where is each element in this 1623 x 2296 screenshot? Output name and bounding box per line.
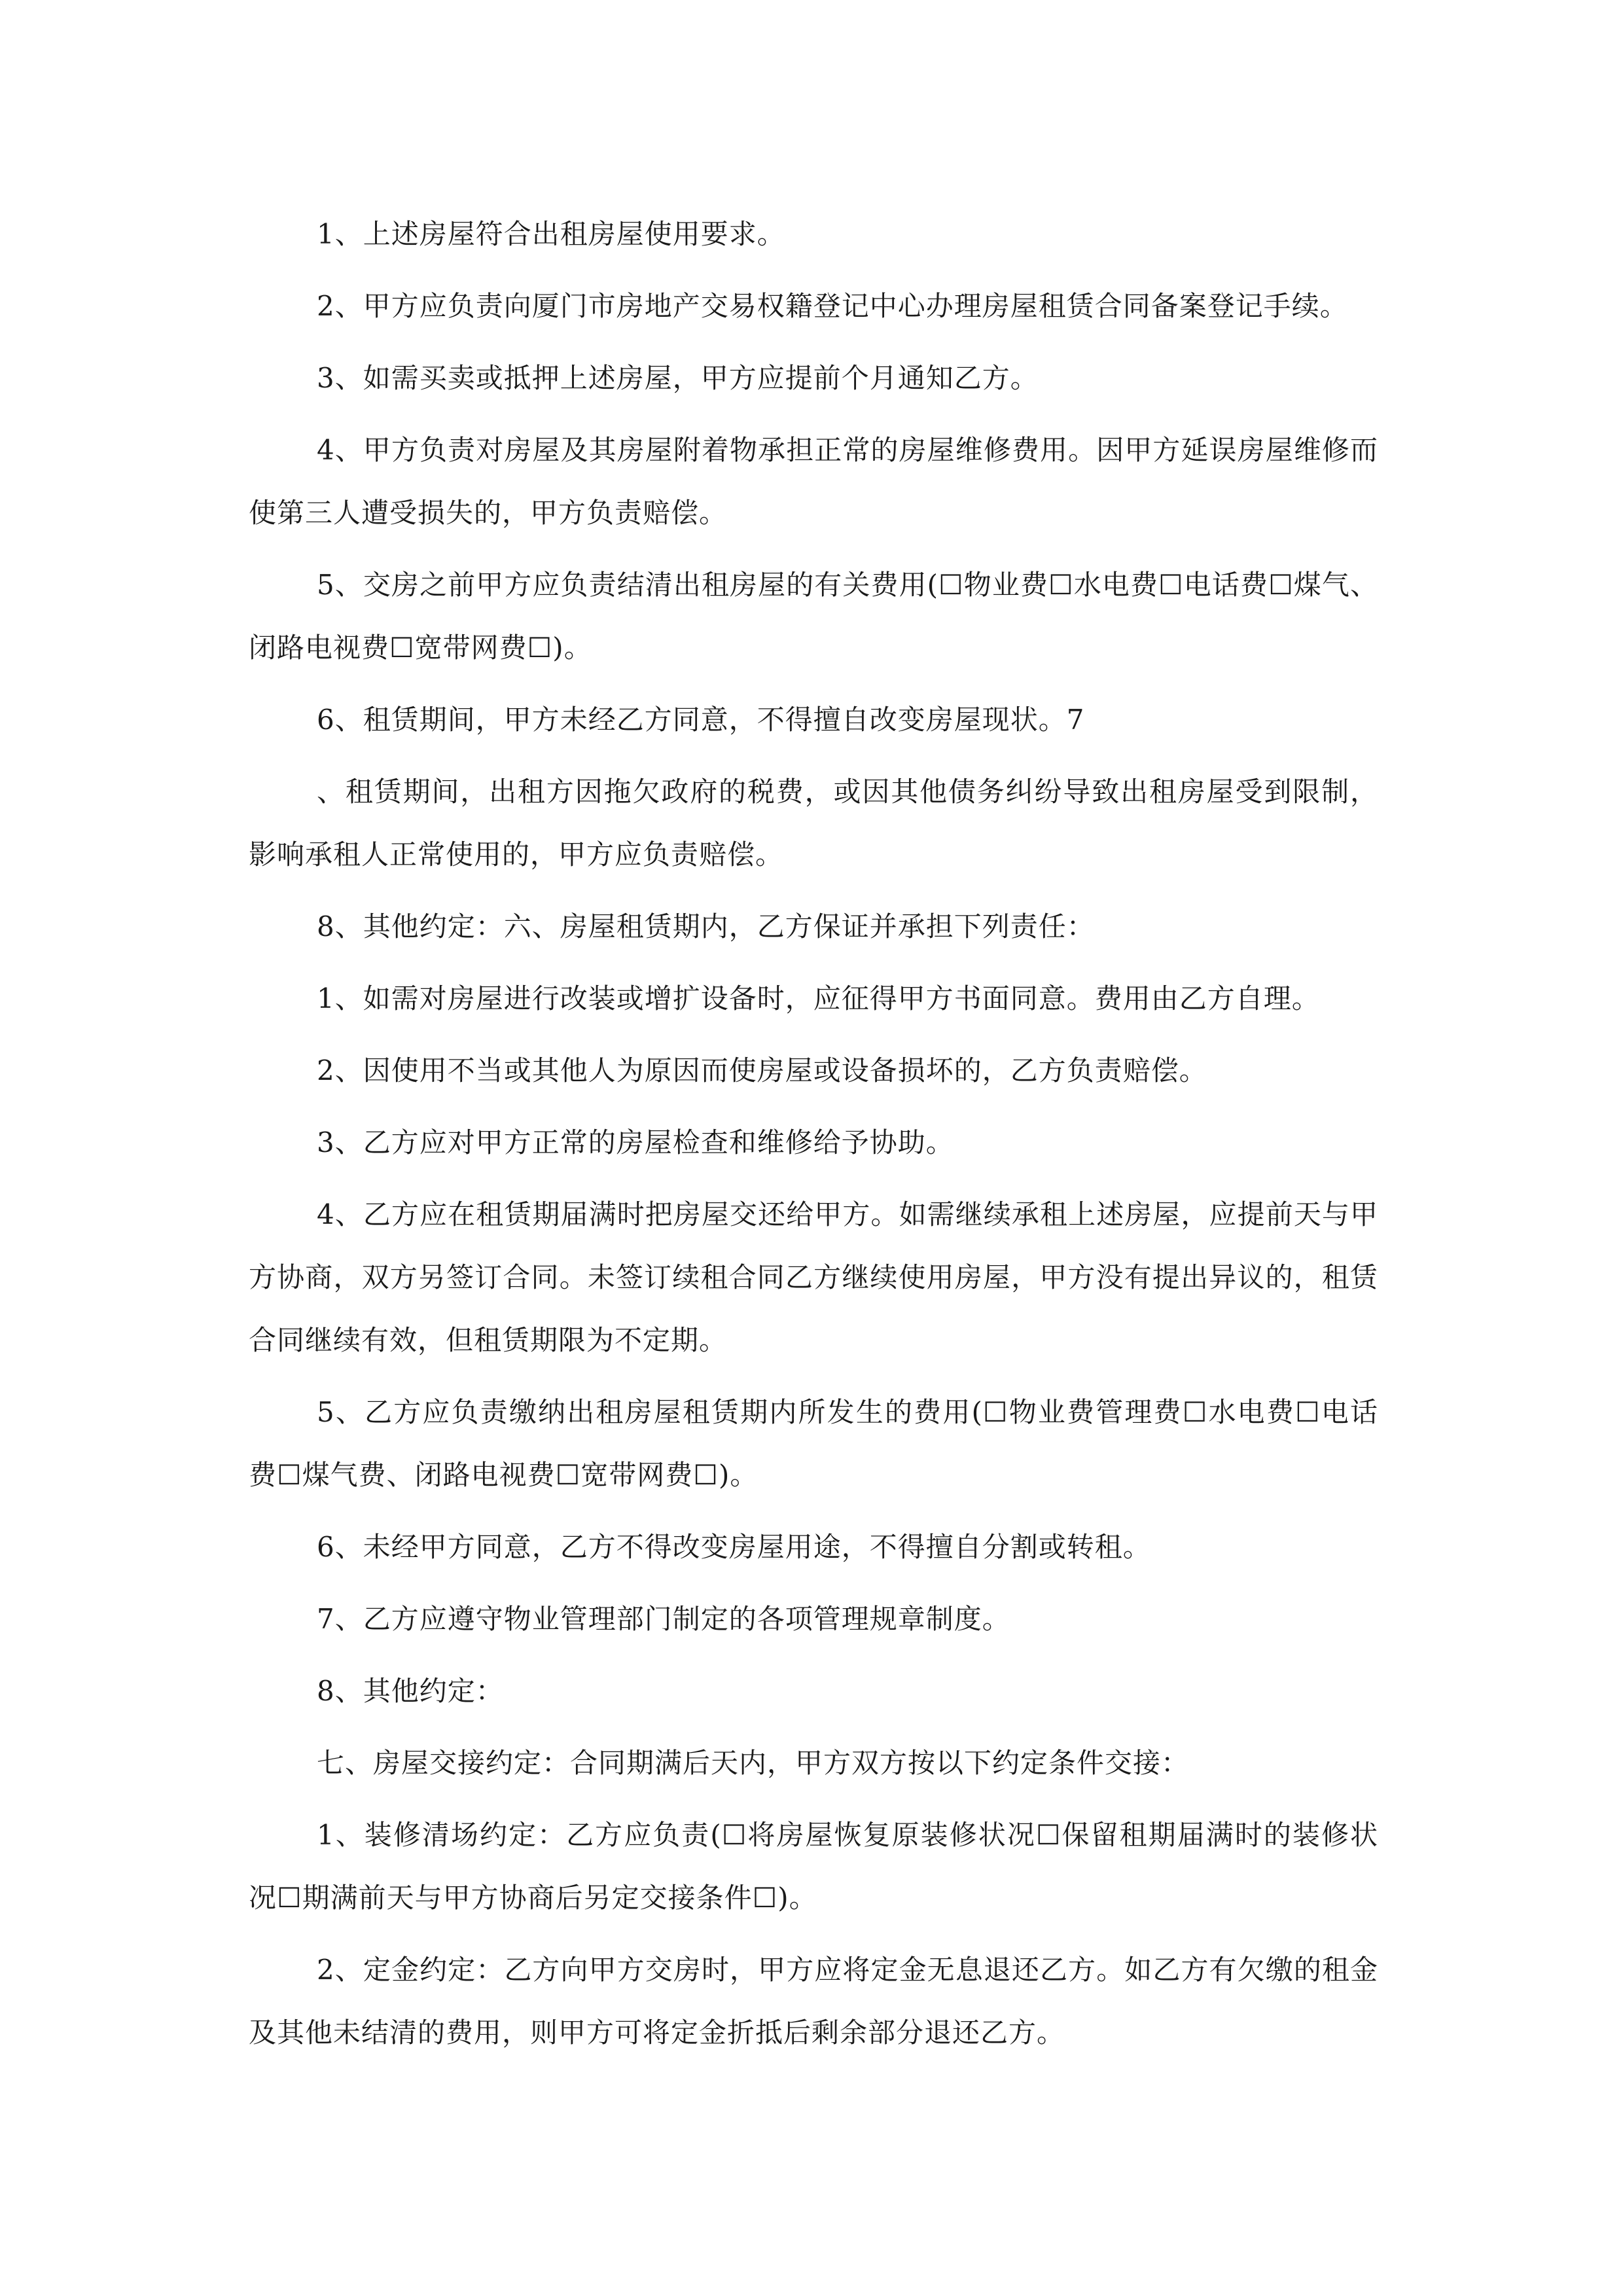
paragraph-15: 7、乙方应遵守物业管理部门制定的各项管理规章制度。 (317, 1603, 1010, 1635)
paragraph-12: 4、乙方应在租赁期届满时把房屋交还给甲方。如需继续承租上述房屋，应提前天与甲方协商，双方另签订合同。未签订续租合同乙方继续使用房屋，甲方没有提出异议的，租赁合同继续有效，但租赁期限为不定期。 (249, 1198, 1378, 1356)
paragraph-13: 5、乙方应负责缴纳出租房屋租赁期内所发生的费用(☐物业费管理费☐水电费☐电话费☐煤气费、闭路电视费☐宽带网费☐)。 (249, 1396, 1378, 1491)
paragraph-8: 8、其他约定：六、房屋租赁期内，乙方保证并承担下列责任： (317, 910, 1095, 942)
paragraph-3: 3、如需买卖或抵押上述房屋，甲方应提前个月通知乙方。 (317, 362, 1039, 394)
paragraph-17: 七、房屋交接约定：合同期满后天内，甲方双方按以下约定条件交接： (317, 1747, 1190, 1779)
paragraph-2: 2、甲方应负责向厦门市房地产交易权籍登记中心办理房屋租赁合同备案登记手续。 (317, 290, 1348, 322)
paragraph-18: 1、装修清场约定：乙方应负责(☐将房屋恢复原装修状况☐保留租期届满时的装修状况☐期满前天与甲方协商后另定交接条件☐)。 (249, 1819, 1378, 1914)
paragraph-4: 4、甲方负责对房屋及其房屋附着物承担正常的房屋维修费用。因甲方延误房屋维修而使第三人遭受损失的，甲方负责赔偿。 (249, 434, 1378, 529)
paragraph-16: 8、其他约定： (317, 1675, 504, 1707)
paragraph-19: 2、定金约定：乙方向甲方交房时，甲方应将定金无息退还乙方。如乙方有欠缴的租金及其他未结清的费用，则甲方可将定金折抵后剩余部分退还乙方。 (249, 1954, 1378, 2049)
paragraph-10: 2、因使用不当或其他人为原因而使房屋或设备损坏的，乙方负责赔偿。 (317, 1054, 1207, 1086)
paragraph-7: 、租赁期间，出租方因拖欠政府的税费，或因其他债务纠纷导致出租房屋受到限制，影响承租人正常使用的，甲方应负责赔偿。 (249, 776, 1378, 870)
paragraph-11: 3、乙方应对甲方正常的房屋检查和维修给予协助。 (317, 1126, 954, 1158)
paragraph-9: 1、如需对房屋进行改装或增扩设备时，应征得甲方书面同意。费用由乙方自理。 (317, 982, 1320, 1014)
paragraph-6: 6、租赁期间，甲方未经乙方同意，不得擅自改变房屋现状。7 (317, 704, 1085, 736)
paragraph-1: 1、上述房屋符合出租房屋使用要求。 (317, 218, 785, 250)
paragraph-14: 6、未经甲方同意，乙方不得改变房屋用途，不得擅自分割或转租。 (317, 1531, 1151, 1563)
document-page (249, 203, 1378, 2073)
paragraph-5: 5、交房之前甲方应负责结清出租房屋的有关费用(☐物业费☐水电费☐电话费☐煤气、闭路电视费☐宽带网费☐)。 (249, 569, 1378, 664)
